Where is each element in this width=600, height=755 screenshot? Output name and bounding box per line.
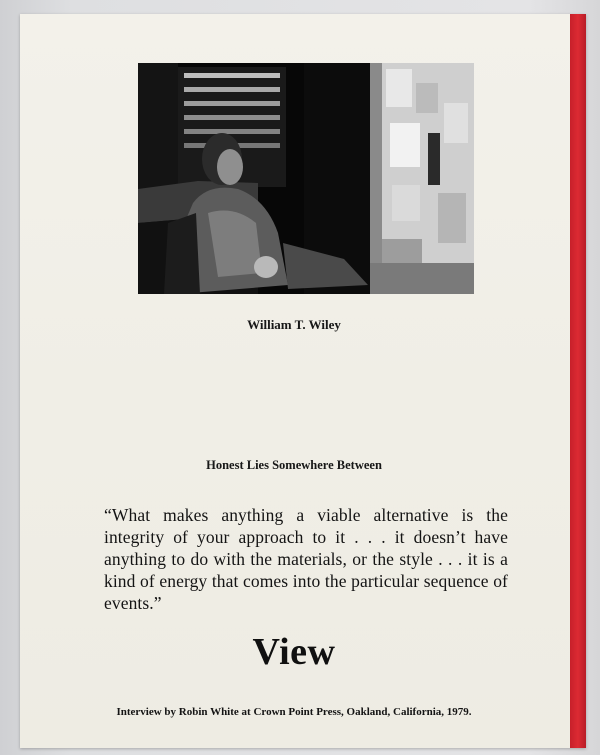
cover-photo [138,63,474,294]
masthead-logo: View [252,631,336,673]
document-title: Honest Lies Somewhere Between [206,458,382,472]
booklet-cover [20,14,586,748]
interview-credit: Interview by Robin White at Crown Point Press, Oakland, California, 1979. [116,706,472,718]
subject-name: William T. Wiley [247,317,341,332]
red-spine [570,14,586,748]
pull-quote: “What makes anything a viable alternative is the integrity of your approach to it . . . it doesn’t have anything to do with the materials, or the style . . . it is a kind of energy that comes into the particular sequence of events.” [104,505,508,613]
photo-of-seated-man [138,63,474,294]
